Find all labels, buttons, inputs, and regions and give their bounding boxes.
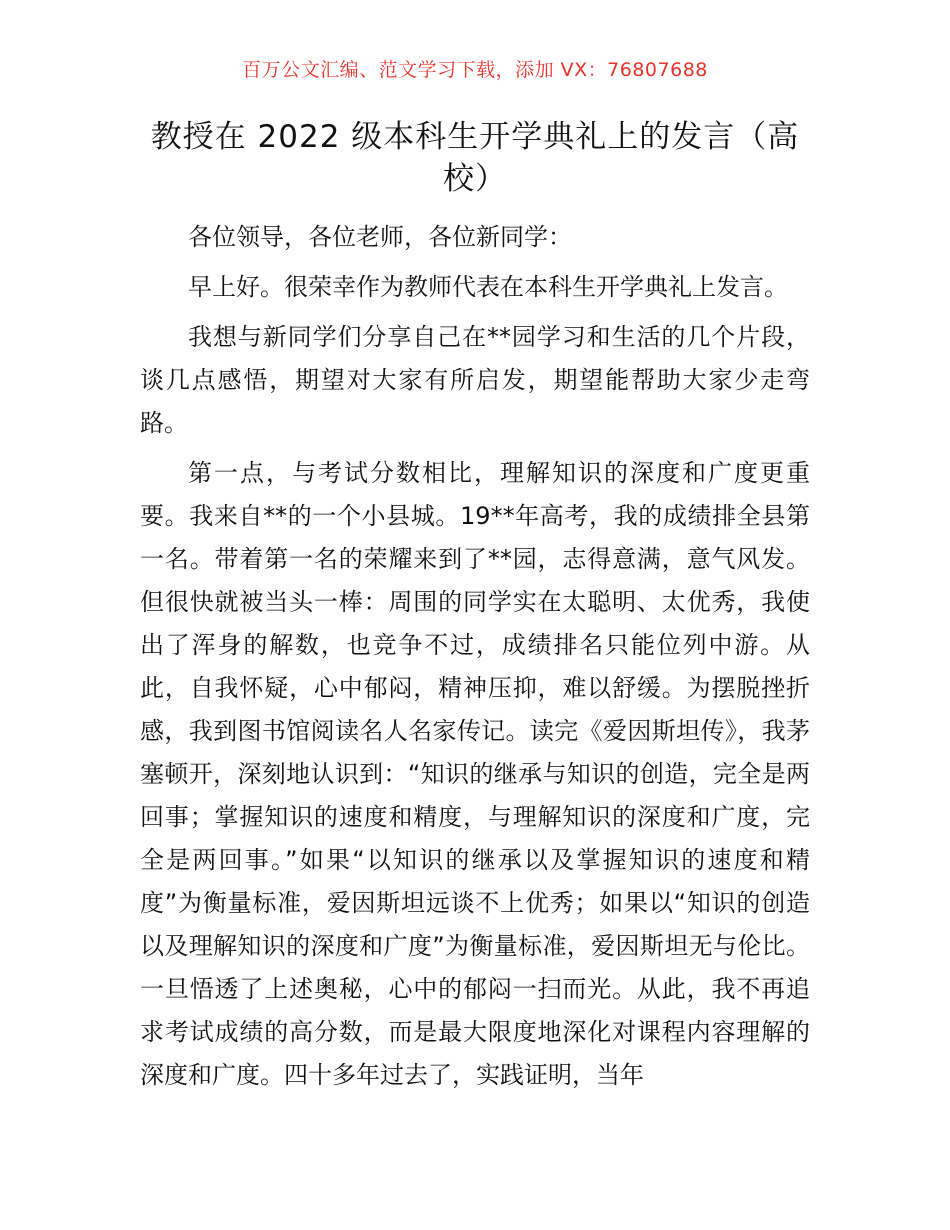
paragraph-opening: 早上好。很荣幸作为教师代表在本科生开学典礼上发言。 (188, 273, 788, 301)
paragraph-greeting: 各位领导，各位老师，各位新同学： (188, 223, 572, 251)
document-title: 教授在 2022 级本科生开学典礼上的发言（高校） (150, 119, 800, 197)
paragraph-point-one: 第一点，与考试分数相比，理解知识的深度和广度更重要。我来自**的一个小县城。19**年高考，我的成绩排全县第一名。带着第一名的荣耀来到了**园，志得意满，意气风发。但很快就被当头一棒：周围的同学实在太聪明、太优秀，我使出了浑身的解数，也竞争不过，成绩排名只能位列中游。从此，自我怀疑，心中郁闷，精神压抑，难以舒缓。为摆脱挫折感，我到图书馆阅读名人名家传记。读完《爱因斯坦传》，我茅塞顿开，深刻地认识到：“知识的继承与知识的创造，完全是两回事；掌握知识的速度和精度，与理解知识的深度和广度，完全是两回事。”如果“以知识的继承以及掌握知识的速度和精度”为衡量标准，爱因斯坦远谈不上优秀；如果以“知识的创造以及理解知识的深度和广度”为衡量标准，爱因斯坦无与伦比。一旦悟透了上述奥秘，心中的郁闷一扫而光。从此，我不再追求考试成绩的高分数，而是最大限度地深化对课程内容理解的深度和广度。四十多年过去了，实践证明，当年 (140, 459, 810, 1089)
paragraph-intro: 我想与新同学们分享自己在**园学习和生活的几个片段，谈几点感悟，期望对大家有所启发，期望能帮助大家少走弯路。 (140, 323, 810, 437)
document-body (140, 216, 810, 1104)
header-watermark: 百万公文汇编、范文学习下载，添加 VX：76807688 (242, 59, 708, 81)
